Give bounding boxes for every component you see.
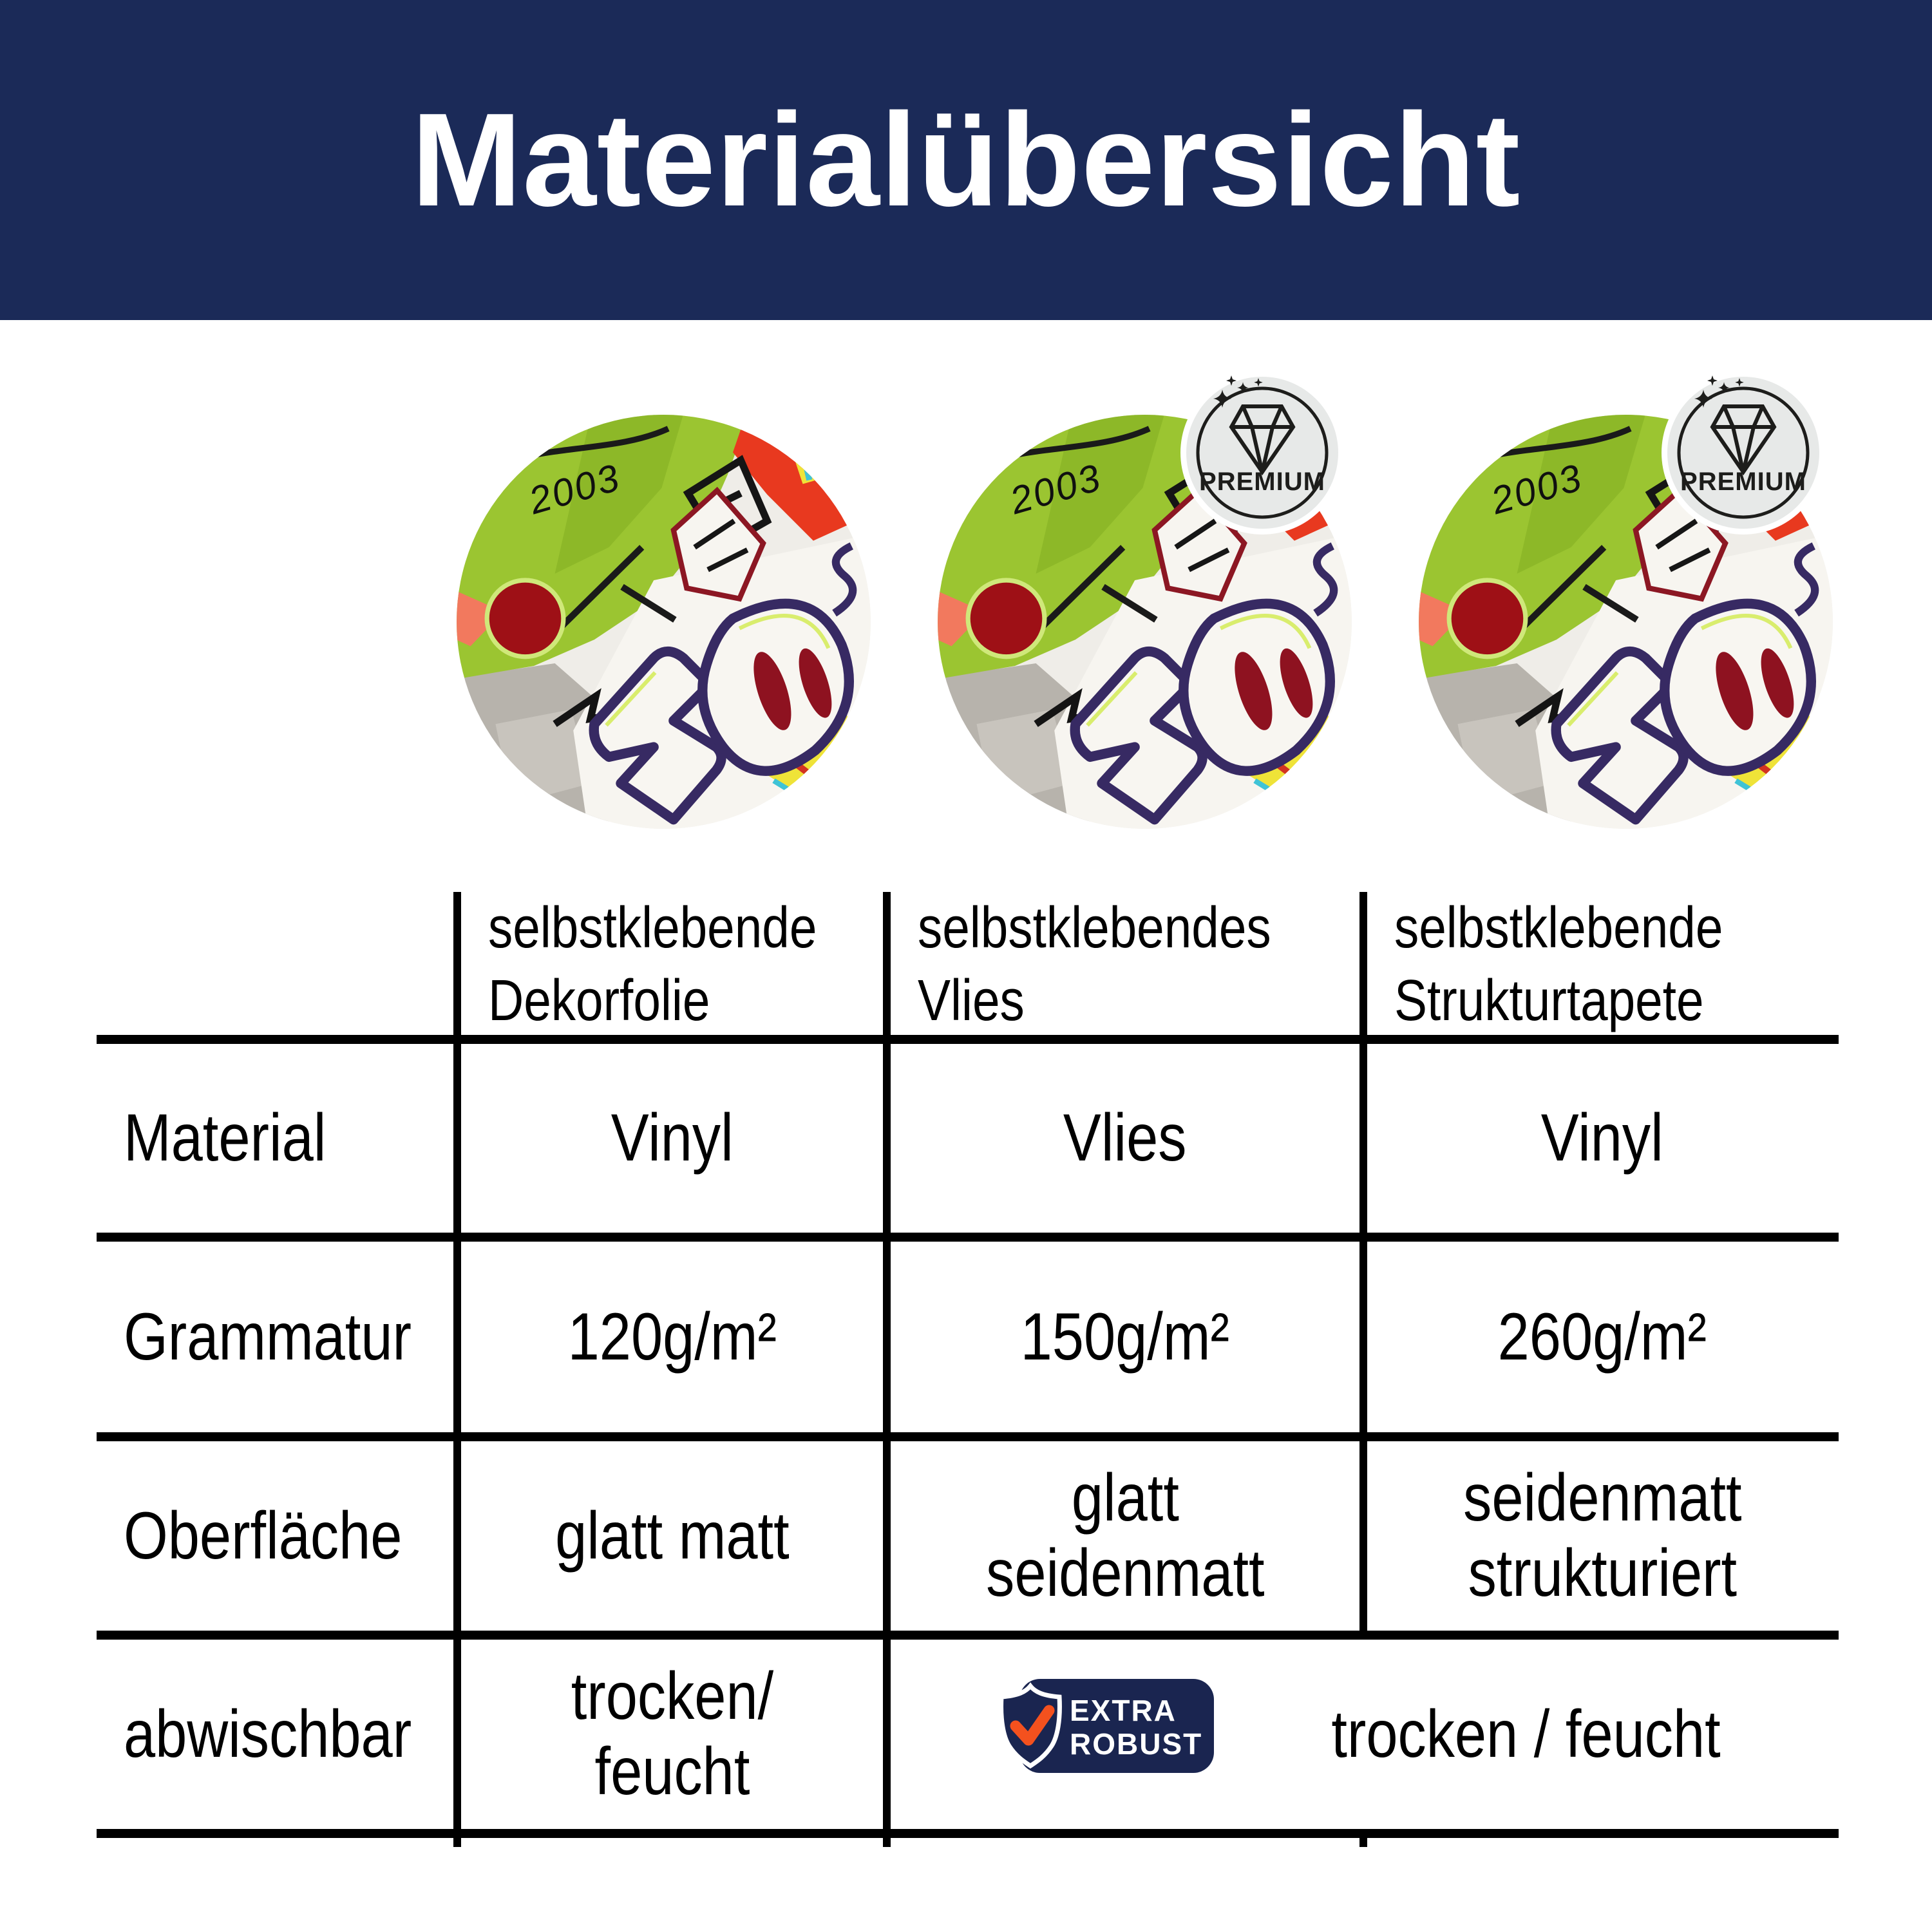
table-column-divider <box>1359 892 1367 1639</box>
product-image-dekorfolie <box>456 414 871 829</box>
row-label-abwischbar: abwischbar <box>124 1696 412 1772</box>
column-header-strukturtapete <box>1367 892 1837 1035</box>
cell-oberflaeche-strukturtapete <box>1367 1441 1837 1631</box>
page-title: Materialübersicht <box>411 86 1521 234</box>
premium-badge-face <box>1186 377 1338 529</box>
cell-abwischbar-span: trocken / feucht <box>1331 1696 1721 1772</box>
column-header-line: selbstklebendes <box>918 896 1271 960</box>
column-header-vlies <box>891 892 1357 1035</box>
cell-oberflaeche-dekorfolie: glatt matt <box>554 1498 790 1573</box>
row-label-grammatur: Grammatur <box>124 1299 412 1374</box>
cell-oberflaeche-vlies <box>891 1441 1359 1631</box>
column-header-line: selbstklebende <box>1394 896 1723 960</box>
extra-robust-label-line1: EXTRA <box>1070 1694 1177 1727</box>
column-header-line: Vlies <box>918 969 1025 1033</box>
cell-line: feucht <box>594 1734 750 1809</box>
product-image-strukturtapete <box>1418 414 1833 829</box>
table-rule <box>97 1035 1839 1044</box>
table-rule <box>97 1631 1839 1640</box>
cell-material-dekorfolie: Vinyl <box>611 1101 734 1175</box>
table-column-divider <box>453 892 461 1847</box>
extra-robust-label-line2: ROBUST <box>1070 1727 1203 1761</box>
column-header-line: Dekorfolie <box>488 969 710 1033</box>
premium-badge <box>1660 369 1827 536</box>
row-label-oberflaeche: Oberfläche <box>124 1498 402 1573</box>
cell-line: trocken/ <box>571 1659 773 1734</box>
cell-grammatur-vlies: 150g/m² <box>1020 1299 1230 1374</box>
cell-material-strukturtapete: Vinyl <box>1540 1101 1663 1175</box>
premium-badge <box>1179 369 1346 536</box>
table-column-divider <box>883 892 891 1847</box>
row-label-material: Material <box>124 1101 327 1175</box>
column-header-dekorfolie <box>461 892 880 1035</box>
graffiti-product-image <box>456 414 871 829</box>
cell-line: strukturiert <box>1468 1536 1737 1611</box>
premium-badge-label: PREMIUM <box>1199 468 1325 496</box>
premium-badge-face <box>1667 377 1819 529</box>
extra-robust-badge <box>995 1674 1217 1777</box>
cell-grammatur-dekorfolie: 120g/m² <box>567 1299 777 1374</box>
table-rule <box>97 1432 1839 1441</box>
table-rule <box>97 1233 1839 1242</box>
cell-line: glatt <box>1071 1461 1179 1535</box>
title-banner <box>0 0 1932 320</box>
column-header-line: selbstklebende <box>488 896 817 960</box>
table-rule <box>97 1829 1839 1838</box>
table-column-divider-stub <box>1359 1829 1367 1847</box>
cell-grammatur-strukturtapete: 260g/m² <box>1497 1299 1707 1374</box>
cell-abwischbar-dekorfolie <box>461 1640 883 1829</box>
column-header-line: Strukturtapete <box>1394 969 1704 1033</box>
product-image-vlies <box>937 414 1352 829</box>
cell-material-vlies: Vlies <box>1063 1101 1187 1175</box>
premium-badge-label: PREMIUM <box>1680 468 1806 496</box>
cell-line: seidenmatt <box>1463 1461 1742 1535</box>
cell-line: seidenmatt <box>985 1536 1265 1611</box>
